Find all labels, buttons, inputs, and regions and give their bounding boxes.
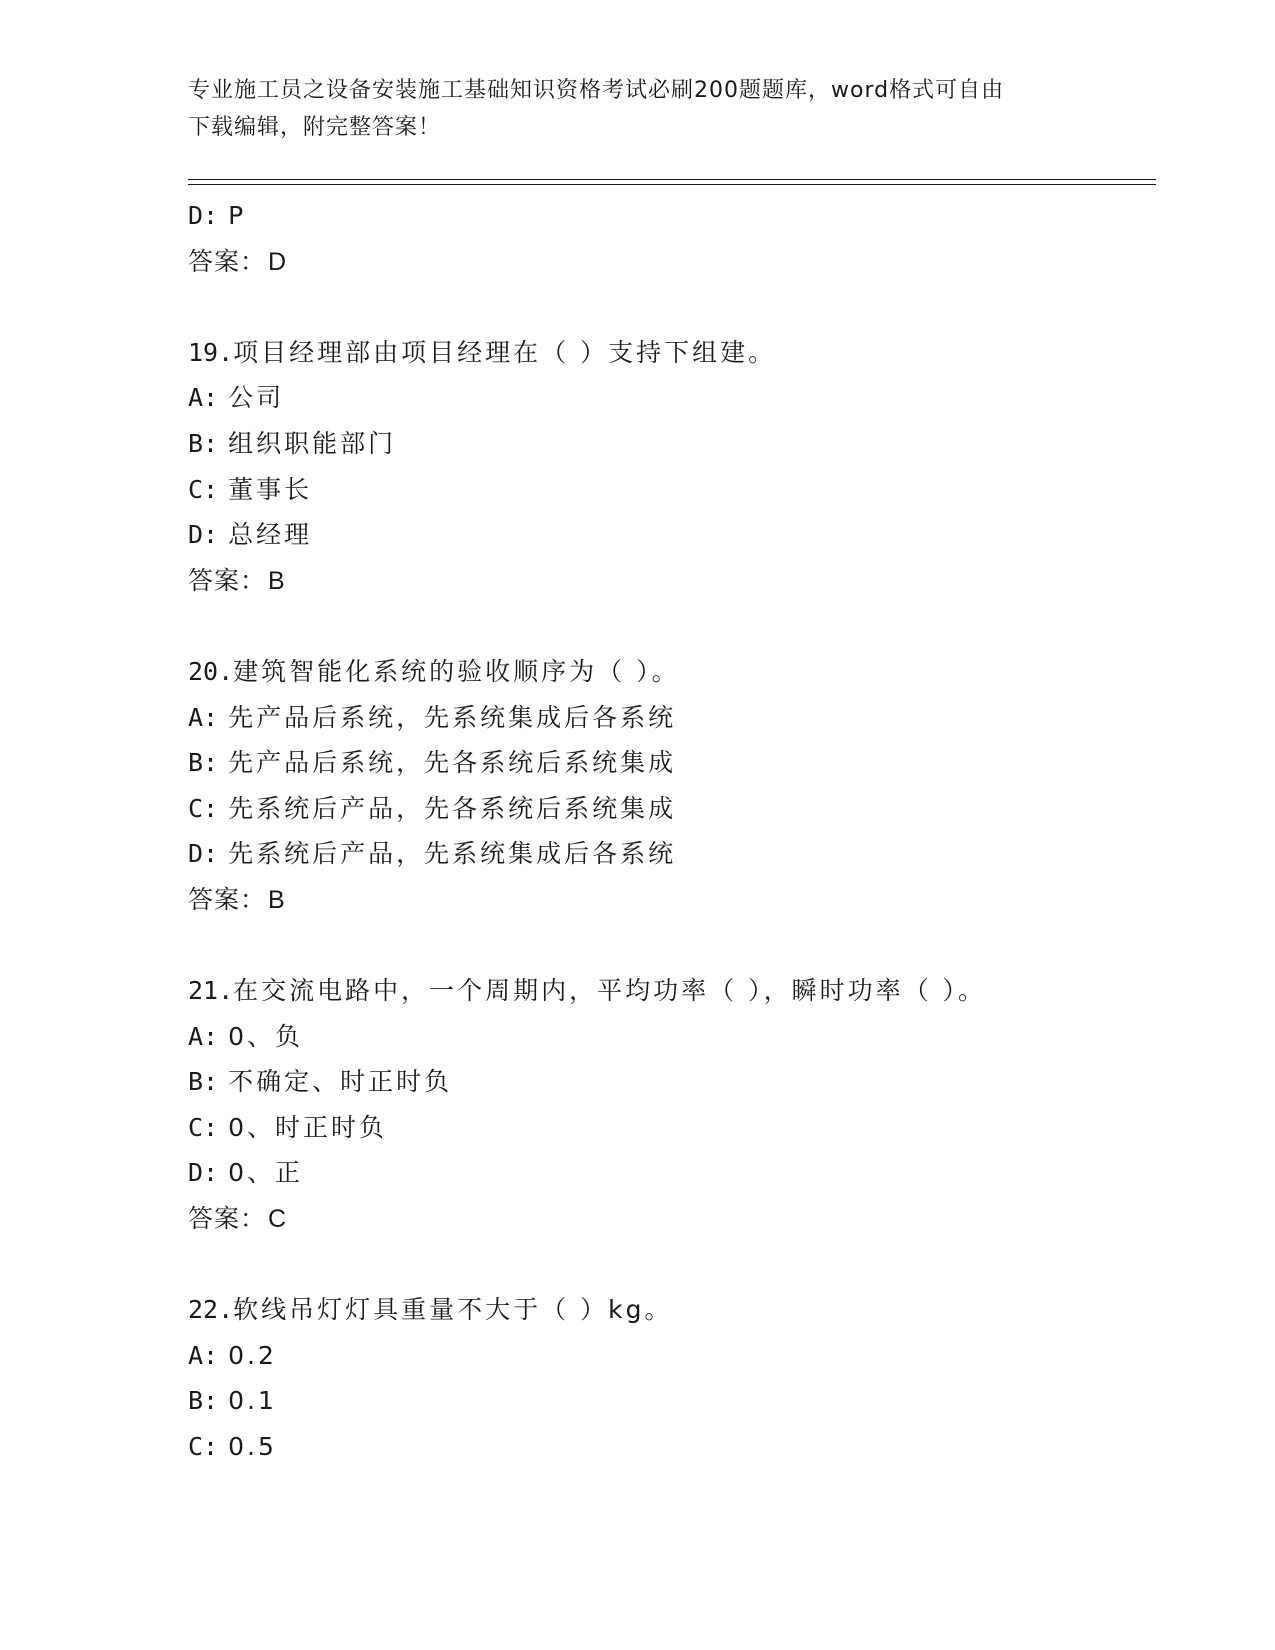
option-label: D: bbox=[188, 839, 219, 869]
answer-label: 答案： bbox=[188, 565, 267, 595]
option-label: D: bbox=[188, 1158, 219, 1188]
question-stem bbox=[188, 968, 1148, 1014]
option-label: B: bbox=[188, 428, 219, 458]
option-row bbox=[188, 695, 1148, 741]
question-stem bbox=[188, 1287, 1148, 1333]
option-text: 先产品后系统，先各系统后系统集成 bbox=[228, 748, 677, 778]
spacer bbox=[188, 923, 1148, 969]
question-text: 在交流电路中，一个周期内，平均功率（ ），瞬时功率（ ）。 bbox=[233, 976, 987, 1006]
option-label: C: bbox=[188, 793, 219, 823]
option-label: A: bbox=[188, 1340, 219, 1370]
option-label: A: bbox=[188, 702, 219, 732]
option-text: 0.1 bbox=[228, 1386, 277, 1416]
answer-row bbox=[188, 877, 1148, 923]
header-title-line-2: 下载编辑，附完整答案！ bbox=[188, 115, 442, 140]
answer-row bbox=[188, 558, 1148, 604]
answer-label: 答案： bbox=[188, 1204, 267, 1234]
option-label: A: bbox=[188, 1021, 219, 1051]
question-number: 22. bbox=[188, 1295, 234, 1325]
question-text: 软线吊灯灯具重量不大于（ ）kg。 bbox=[233, 1295, 673, 1325]
option-label: C: bbox=[188, 1112, 219, 1142]
question-stem bbox=[188, 330, 1148, 376]
spacer bbox=[188, 1242, 1148, 1288]
option-row bbox=[188, 1333, 1148, 1379]
option-row bbox=[188, 1150, 1148, 1196]
option-row bbox=[188, 1424, 1148, 1470]
question-number: 20. bbox=[188, 656, 234, 686]
option-row bbox=[188, 740, 1148, 786]
question-text: 项目经理部由项目经理在（ ）支持下组建。 bbox=[233, 337, 777, 367]
question-list bbox=[188, 193, 1148, 1470]
option-label: B: bbox=[188, 1386, 219, 1416]
option-text: 0、正 bbox=[228, 1158, 304, 1188]
option-row bbox=[188, 512, 1148, 558]
answer-row bbox=[188, 1196, 1148, 1242]
answer-row bbox=[188, 239, 1148, 285]
option-row bbox=[188, 467, 1148, 513]
option-row bbox=[188, 1014, 1148, 1060]
option-text: 先产品后系统，先系统集成后各系统 bbox=[228, 702, 677, 732]
option-label: C: bbox=[188, 474, 219, 504]
answer-value: C bbox=[268, 1205, 288, 1234]
option-row bbox=[188, 375, 1148, 421]
option-label: B: bbox=[188, 748, 219, 778]
option-row bbox=[188, 1059, 1148, 1105]
option-text: 0、时正时负 bbox=[228, 1112, 388, 1142]
option-label: B: bbox=[188, 1067, 219, 1097]
option-text: 不确定、时正时负 bbox=[228, 1067, 453, 1097]
answer-value: D bbox=[268, 247, 288, 276]
question-stem bbox=[188, 649, 1148, 695]
question-text: 建筑智能化系统的验收顺序为（ ）。 bbox=[233, 656, 680, 686]
option-label: C: bbox=[188, 1432, 219, 1462]
option-row bbox=[188, 193, 1148, 239]
option-row bbox=[188, 1105, 1148, 1151]
answer-value: B bbox=[268, 566, 286, 595]
option-text: 公司 bbox=[228, 383, 285, 413]
document-header bbox=[188, 72, 1068, 146]
answer-label: 答案： bbox=[188, 246, 267, 276]
spacer bbox=[188, 603, 1148, 649]
option-row bbox=[188, 831, 1148, 877]
option-row bbox=[188, 1378, 1148, 1424]
option-row bbox=[188, 786, 1148, 832]
option-text: 先系统后产品，先各系统后系统集成 bbox=[228, 793, 677, 823]
header-divider-top bbox=[188, 179, 1156, 180]
option-label: D: bbox=[188, 201, 219, 230]
option-text: 0.2 bbox=[228, 1340, 277, 1370]
question-number: 19. bbox=[188, 337, 234, 367]
option-text: 0.5 bbox=[228, 1432, 277, 1462]
answer-value: B bbox=[268, 885, 286, 914]
header-divider-bottom bbox=[188, 184, 1156, 185]
question-number: 21. bbox=[188, 976, 234, 1006]
option-text: 先系统后产品，先系统集成后各系统 bbox=[228, 839, 677, 869]
option-text: 总经理 bbox=[228, 520, 313, 550]
option-label: D: bbox=[188, 520, 219, 550]
option-label: A: bbox=[188, 383, 219, 413]
header-title-line-1: 专业施工员之设备安装施工基础知识资格考试必刷200题题库，word格式可自由 bbox=[188, 78, 1005, 103]
spacer bbox=[188, 284, 1148, 330]
option-text: 0、负 bbox=[228, 1021, 304, 1051]
answer-label: 答案： bbox=[188, 884, 267, 914]
option-text: P bbox=[228, 201, 247, 230]
option-text: 组织职能部门 bbox=[228, 428, 397, 458]
option-text: 董事长 bbox=[228, 474, 313, 504]
option-row bbox=[188, 421, 1148, 467]
